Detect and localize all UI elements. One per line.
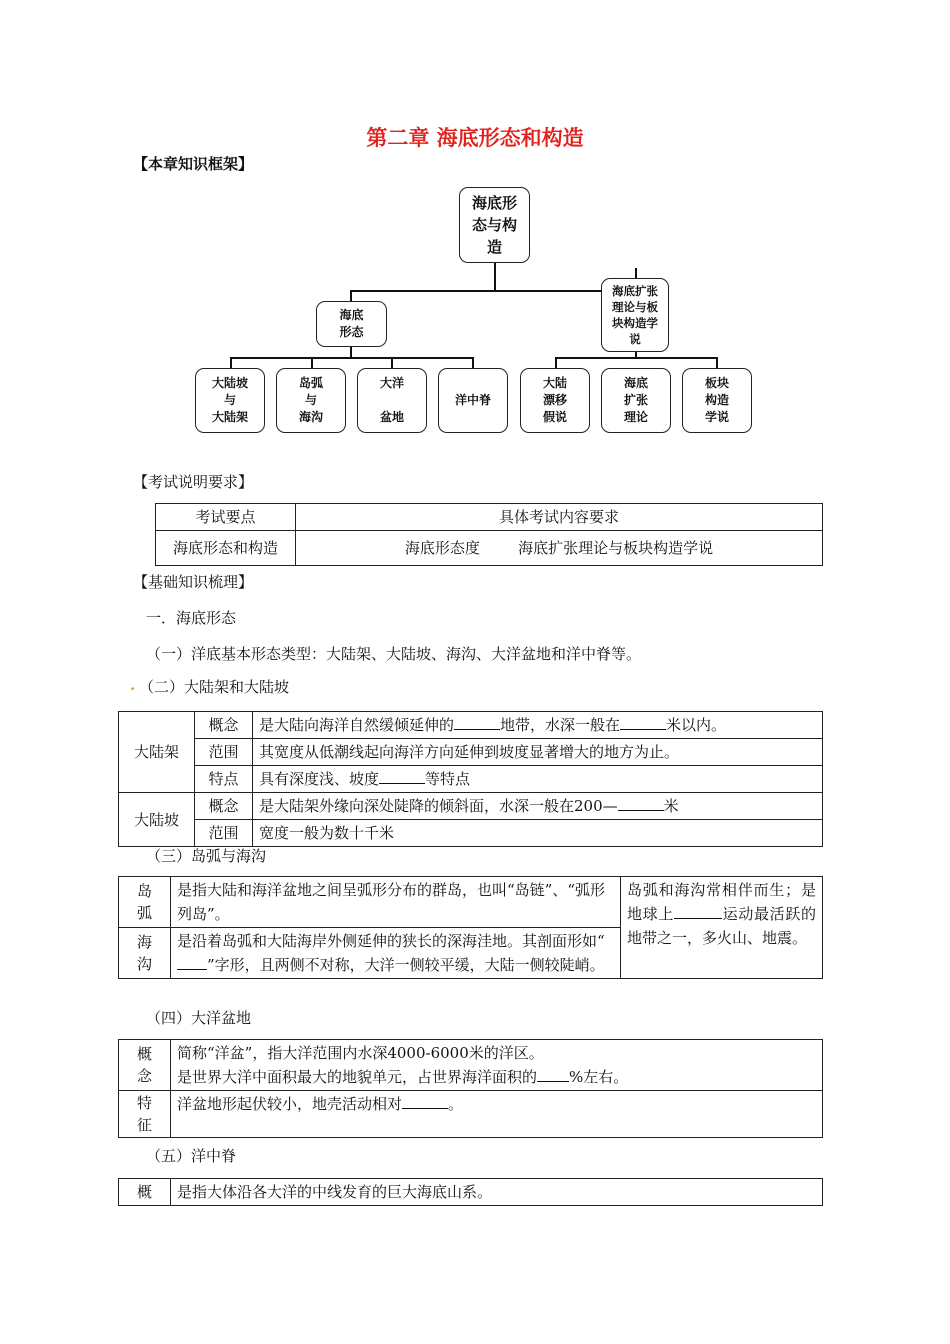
label-range: 范围	[195, 820, 253, 847]
diagram-node-seafloor-spreading: 海底 扩张 理论	[601, 368, 671, 433]
section-exam-requirements: 【考试说明要求】	[133, 473, 254, 491]
diagram-node-arc-trench: 岛弧 与 海沟	[276, 368, 346, 433]
label-shelf: 大陆架	[119, 712, 195, 793]
shelf-concept: 是大陆向海洋自然缓倾延伸的 地带，水深一般在 米以内。	[253, 712, 823, 739]
heading-arc-trench: （三）岛弧与海沟	[146, 847, 267, 865]
paragraph-basic-types: （一）洋底基本形态类型：大陆架、大陆坡、海沟、大洋盆地和洋中脊等。	[146, 645, 642, 663]
label-ridge-concept: 概	[119, 1179, 171, 1206]
diagram-root-node: 海底形 态与构 造	[459, 187, 530, 263]
label-trench: 海 沟	[119, 928, 171, 979]
arc-trench-table	[118, 876, 823, 979]
shelf-range: 其宽度从低潮线起向海洋方向延伸到坡度显著增大的地方为止。	[253, 739, 823, 766]
diagram-node-mid-ocean-ridge: 洋中脊	[438, 368, 508, 433]
connector	[230, 357, 474, 359]
section-framework: 【本章知识框架】	[133, 155, 254, 173]
exam-header-content: 具体考试内容要求	[296, 504, 823, 531]
label-basin-feature: 特 征	[119, 1091, 171, 1138]
heading-ocean-basin: （四）大洋盆地	[146, 1009, 252, 1027]
arc-text: 是指大陆和海洋盆地之间呈弧形分布的群岛，也叫“岛链”、“弧形列岛”。	[171, 877, 621, 928]
diagram-node-plate-tectonics: 板块 构造 学说	[682, 368, 752, 433]
label-concept: 概念	[195, 712, 253, 739]
label-slope: 大陆坡	[119, 793, 195, 847]
connector	[494, 263, 496, 292]
heading-shelf-slope: （二）大陆架和大陆坡	[139, 678, 290, 696]
orange-dot: .	[130, 676, 136, 694]
slope-concept: 是大陆架外缘向深处陡降的倾斜面，水深一般在200— 米	[253, 793, 823, 820]
section-basics: 【基础知识梳理】	[133, 573, 254, 591]
label-concept: 概念	[195, 793, 253, 820]
connector	[555, 357, 717, 359]
connector	[350, 290, 636, 292]
diagram-node-spreading-theory: 海底扩张 理论与板 块构造学 说	[601, 278, 669, 352]
exam-cell-point: 海底形态和构造	[156, 531, 296, 566]
exam-requirements-table	[155, 503, 823, 566]
diagram-node-seafloor-morphology: 海底 形态	[316, 301, 387, 347]
diagram-node-slope-shelf: 大陆坡 与 大陆架	[195, 368, 265, 433]
diagram-node-ocean-basin: 大洋 盆地	[357, 368, 427, 433]
diagram-node-continental-drift: 大陆 漂移 假说	[520, 368, 590, 433]
heading-seafloor-morphology: 一．海底形态	[146, 609, 237, 627]
exam-header-point: 考试要点	[156, 504, 296, 531]
basin-concept: 简称“洋盆”，指大洋范围内水深4000-6000米的洋区。 是世界大洋中面积最大的地貌单元，占世界海洋面积的 %左右。	[171, 1040, 823, 1091]
shelf-slope-table	[118, 711, 823, 847]
mid-ocean-ridge-table	[118, 1178, 823, 1206]
label-feature: 特点	[195, 766, 253, 793]
label-basin-concept: 概 念	[119, 1040, 171, 1091]
label-arc: 岛 弧	[119, 877, 171, 928]
exam-cell-content: 海底形态度 海底扩张理论与板块构造学说	[296, 531, 823, 566]
arc-trench-side-note: 岛弧和海沟常相伴而生；是地球上 运动最活跃的地带之一，多火山、地震。	[621, 877, 823, 979]
slope-range: 宽度一般为数十千米	[253, 820, 823, 847]
shelf-feature: 具有深度浅、坡度 等特点	[253, 766, 823, 793]
heading-mid-ocean-ridge: （五）洋中脊	[146, 1147, 237, 1165]
ridge-concept: 是指大体沿各大洋的中线发育的巨大海底山系。	[171, 1179, 823, 1206]
page-title: 第二章 海底形态和构造	[366, 126, 584, 150]
ocean-basin-table	[118, 1039, 823, 1138]
label-range: 范围	[195, 739, 253, 766]
trench-text: 是沿着岛弧和大陆海岸外侧延伸的狭长的深海洼地。其剖面形如“”字形，且两侧不对称，大洋一侧较平缓，大陆一侧较陡峭。	[171, 928, 621, 979]
basin-feature: 洋盆地形起伏较小，地壳活动相对 。	[171, 1091, 823, 1138]
